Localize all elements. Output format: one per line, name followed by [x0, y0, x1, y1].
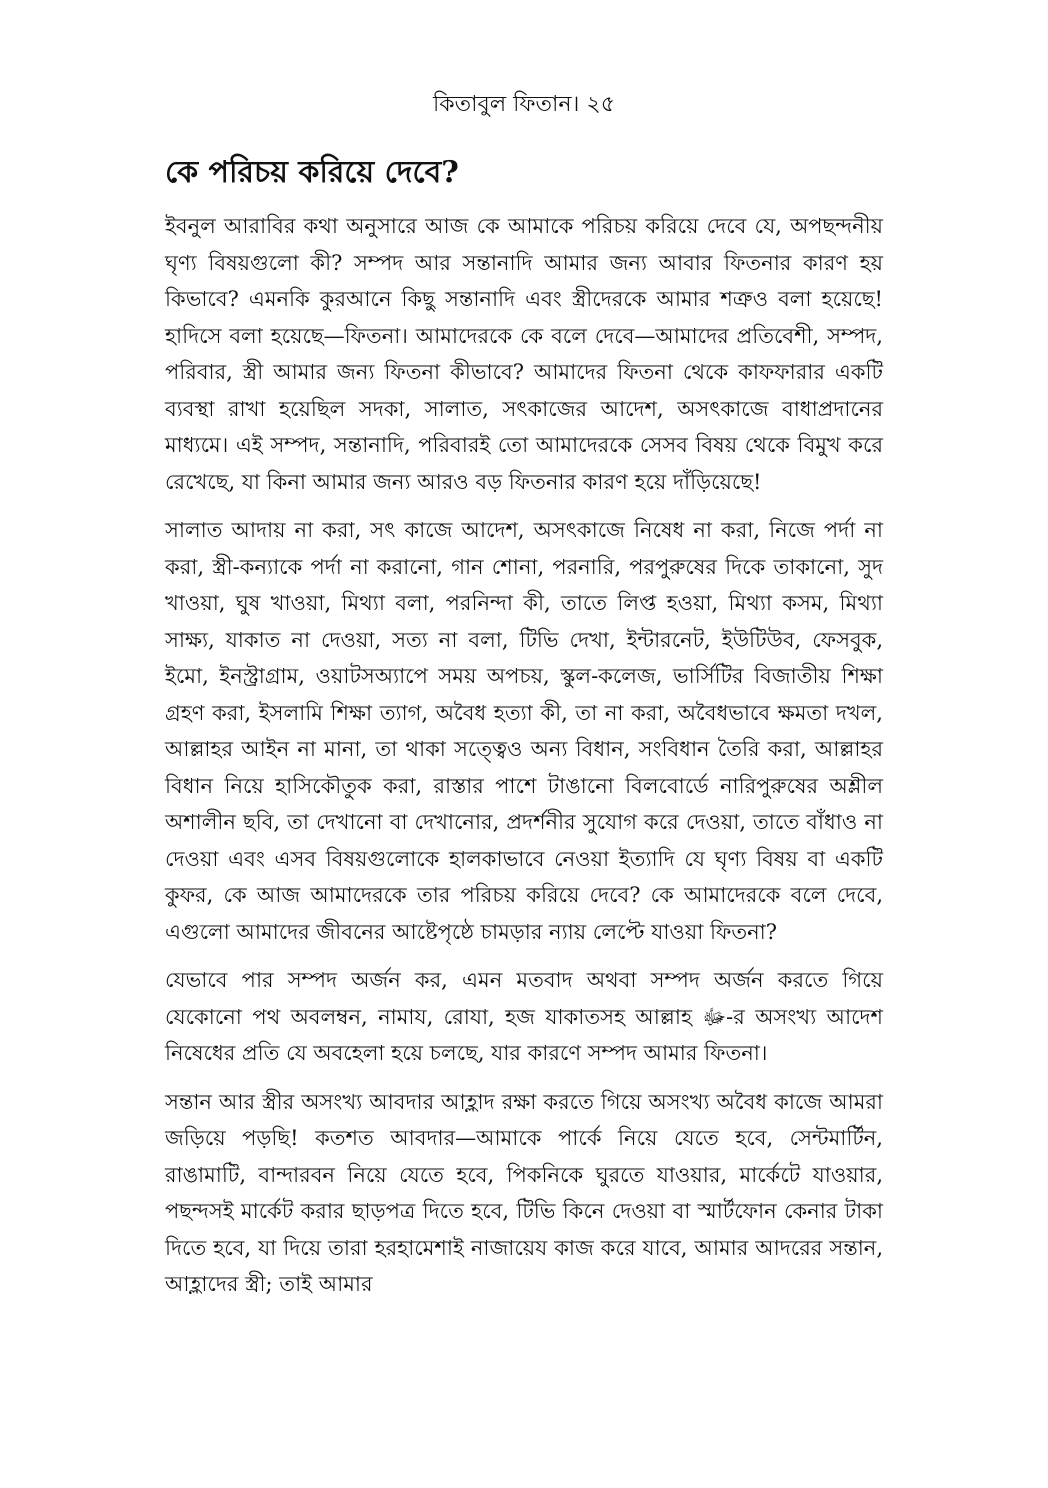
paragraph-4: সন্তান আর স্ত্রীর অসংখ্য আবদার আহ্লাদ রক্ষা করতে গিয়ে অসংখ্য অবৈধ কাজে আমরা জড়িয়ে পড়ছি! কতশত আবদার—আমাকে পার্কে নিয়ে যেতে হবে, সেন্টমার্টিন, রাঙামাটি, বান্দারবন নিয়ে যেতে হবে, পিকনিকে ঘুরতে যাওয়ার, মার্কেটে যাওয়ার, পছন্দসই মার্কেট করার ছাড়পত্র দিতে হবে, টিভি কিনে দেওয়া বা স্মার্টফোন কেনার টাকা দিতে হবে, যা দিয়ে তারা হরহামেশাই নাজায়েয কাজ করে যাবে, আমার আদরের সন্তান, আহ্লাদের স্ত্রী; তাই আমার [165, 1089, 883, 1296]
paragraph-3: যেভাবে পার সম্পদ অর্জন কর, এমন মতবাদ অথবা সম্পদ অর্জন করতে গিয়ে যেকোনো পথ অবলম্বন, নামায, রোযা, হজ যাকাতসহ আল্লাহ ﷻ-র অসংখ্য আদেশ নিষেধের প্রতি যে অবহেলা হয়ে চলছে, যার কারণে সম্পদ আমার ফিতনা। [165, 968, 883, 1065]
page-body [165, 152, 883, 1315]
paragraph-1: ইবনুল আরাবির কথা অনুসারে আজ কে আমাকে পরিচয় করিয়ে দেবে যে, অপছন্দনীয় ঘৃণ্য বিষয়গুলো কী? সম্পদ আর সন্তানাদি আমার জন্য আবার ফিতনার কারণ হয় কিভাবে? এমনকি কুরআনে কিছু সন্তানাদি এবং স্ত্রীদেরকে আমার শত্রুও বলা হয়েছে! হাদিসে বলা হয়েছে—ফিতনা। আমাদেরকে কে বলে দেবে—আমাদের প্রতিবেশী, সম্পদ, পরিবার, স্ত্রী আমার জন্য ফিতনা কীভাবে? আমাদের ফিতনা থেকে কাফফারার একটি ব্যবস্থা রাখা হয়েছিল সদকা, সালাত, সৎকাজের আদেশ, অসৎকাজে বাধাপ্রদানের মাধ্যমে। এই সম্পদ, সন্তানাদি, পরিবারই তো আমাদেরকে সেসব বিষয় থেকে বিমুখ করে রেখেছে, যা কিনা আমার জন্য আরও বড় ফিতনার কারণ হয়ে দাঁড়িয়েছে! [165, 214, 883, 494]
section-heading: কে পরিচয় করিয়ে দেবে? [165, 155, 459, 190]
running-header: কিতাবুল ফিতান। ২৫ [432, 92, 616, 117]
paragraph-2: সালাত আদায় না করা, সৎ কাজে আদেশ, অসৎকাজে নিষেধ না করা, নিজে পর্দা না করা, স্ত্রী-কন্যাকে পর্দা না করানো, গান শোনা, পরনারি, পরপুরুষের দিকে তাকানো, সুদ খাওয়া, ঘুষ খাওয়া, মিথ্যা বলা, পরনিন্দা কী, তাতে লিপ্ত হওয়া, মিথ্যা কসম, মিথ্যা সাক্ষ্য, যাকাত না দেওয়া, সত্য না বলা, টিভি দেখা, ইন্টারনেট, ইউটিউব, ফেসবুক, ইমো, ইনস্ট্রাগ্রাম, ওয়াটসঅ্যাপে সময় অপচয়, স্কুল-কলেজ, ভার্সিটির বিজাতীয় শিক্ষা গ্রহণ করা, ইসলামি শিক্ষা ত্যাগ, অবৈধ হত্যা কী, তা না করা, অবৈধভাবে ক্ষমতা দখল, আল্লাহর আইন না মানা, তা থাকা সত্ত্বেও অন্য বিধান, সংবিধান তৈরি করা, আল্লাহর বিধান নিয়ে হাসিকৌতুক করা, রাস্তার পাশে টাঙানো বিলবোর্ডে নারিপুরুষের অশ্লীল অশালীন ছবি, তা দেখানো বা দেখানোর, প্রদর্শনীর সুযোগ করে দেওয়া, তাতে বাঁধাও না দেওয়া এবং এসব বিষয়গুলোকে হালকাভাবে নেওয়া ইত্যাদি যে ঘৃণ্য বিষয় বা একটি কুফর, কে আজ আমাদেরকে তার পরিচয় করিয়ে দেবে? কে আমাদেরকে বলে দেবে, এগুলো আমাদের জীবনের আষ্টেপৃষ্ঠে চামড়ার ন্যায় লেপ্টে যাওয়া ফিতনা? [165, 518, 883, 944]
